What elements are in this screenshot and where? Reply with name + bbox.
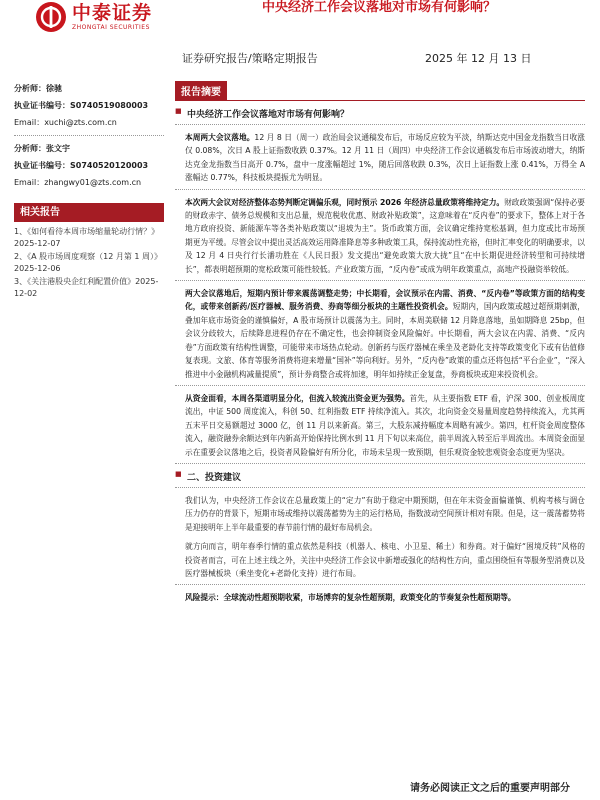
analyst-email[interactable]: Email：zhangwy01@zts.com.cn (14, 178, 142, 187)
related-report-link[interactable]: 1、《如何看待本周市场缩量轮动行情？》2025-12-07 (14, 227, 160, 248)
analyst-name: 分析师：张文宇 (14, 144, 70, 153)
report-date: 2025 年 12 月 13 日 (425, 52, 532, 65)
summary-paragraph: 两大会议落地后，短期内预计带来震荡调整走势；中长期看，会议预示在内需、消费、“反内卷”等政策方面的结构变化，或带来创新药/医疗器械、服务消费、券商等细分板块的主题性投资机会。短期内，国内政策或越过超预期刺激，叠加年底市场资金的谨慎偏好，A 股市场预计以震荡为主。同时，本周美联储 12 月降息落地，虽如期降息 25bp，但会议分歧较大，后续降息进程仍存在不确定性，也会抑制资金风险偏好。中长期看，两大会议在内需、消费、“反内卷”方面政策有结构性调整，可能带来市场热点轮动。创新药与医疗器械在乘坐及老龄化支持等政策变化下或有估值修复表现。文旅、体育等服务消费将迎来增量“国补”等向利好。另外，“反内卷”政策的重点还将包括“平台企业”，“深入推进中小金融机构减量提质”，预计券商整合或将加速，明年如持续正金复盘，券商板块或迎来投资机会。 (185, 289, 585, 379)
divider (175, 463, 585, 464)
related-reports-heading: 相关报告 (14, 203, 164, 222)
logo-chinese-name: 中泰证券 (72, 2, 153, 24)
disclaimer-footer: 请务必阅读正文之后的重要声明部分 (410, 783, 570, 794)
summary-paragraph: 本次两大会议对经济整体态势判断定调偏乐观，同时预示 2026 年经济总量政策将维持定力。财政政策强调“保持必要的财政赤字、债务总规模和支出总量，规范税收优惠、财政补贴政策”，这意味着在“反内卷”的要求下，整体上对于各地方政府投资、新能源车等各类补贴政策以“退坡为主”。货币政策方面，会议确定维持宽松基调，但力度或比市场预期更为平缓。尽管会议中提出灵活高效运用降准降息等多种政策工具，保持流动性充裕，但时汇率变化的明确要求，以及 12 月 4 日央行行长潘功胜在《人民日报》发文提出“避免政策大放大拢”且“在中长期促进经济转型和可持续增长”，都表明超预期的宽松政策可能性较低。产业政策方面，“反内卷”或成为明年政策重点，高地产投融资举较低。 (185, 197, 585, 274)
analyst-email[interactable]: Email：xuchi@zts.com.cn (14, 118, 117, 127)
logo-emblem-icon (36, 2, 66, 32)
summary-question: ■ 中央经济工作会议落地对市场有何影响？ (175, 107, 585, 120)
divider (175, 124, 585, 125)
analyst-card-1 (14, 82, 164, 129)
related-report-link[interactable]: 3、《关注港股央企红利配置价值》2025-12-02 (14, 277, 159, 298)
divider (14, 135, 164, 136)
advice-paragraph: 我们认为，中央经济工作会议在总量政策上的“定力”有助于稳定中期预期，但在年末资金面偏谨慎、机构考核与调仓压力仍存的背景下，短期市场或维持以震荡蓄势为主的运行格局，指数波动空间预计相对有限。但是，这一震荡蓄势将是迎接明年上半年最重要的春节前行情的最好布局机会。 (185, 495, 585, 532)
analyst-name: 分析师：徐驰 (14, 84, 62, 93)
report-title: 中央经济工作会议落地对市场有何影响？ (262, 0, 497, 15)
analyst-cert: 执业证书编号：S0740520120003 (14, 161, 149, 170)
divider (175, 487, 585, 488)
main-content (175, 80, 585, 609)
advice-paragraph: 就方向而言，明年春季行情的重点依然是科技（机器人、核电、小卫星、稀土）和券商。对于偏好“困境反转”风格的投资者而言，可在上述主线之外，关注中央经济工作会议中新增或强化的结构性方向，重点围绕恒有等服务型消费以及医疗器械板块（乘坐变化+老龄化支持）进行布局。 (185, 542, 585, 578)
section-heading-investment-advice: ■ 二、投资建议 (175, 470, 585, 483)
related-reports-list (14, 226, 164, 300)
company-logo (36, 2, 152, 32)
summary-paragraph: 从资金面看，本周各渠道明显分化，但流入较流出资金更为强势。首先，从主要指数 ETF 看，沪深 300、创业板周度流出，中证 500 周度流入，科创 50、红利指数 ETF 持续净流入。其次，北向资金交易量周度趋势持续流入，尤其两五末平日交易额超过 3000 亿，创 11 月以来新高。第三，大股东减持幅度本周略有减少。第四，杠杆资金周度整体流入，融资融券余额达到年内新高开始保持比例水到 11 月下旬以来高位，前半周流入转至后半周流出。本周资金面显示在重要会议落地之后，投资者风险偏好有所分化，市场未呈现一致预期，但乐观资金较悲观资金态度更为坚决。 (185, 393, 585, 457)
summary-tab: 报告摘要 (175, 81, 227, 100)
section-rule (175, 100, 585, 101)
divider (175, 385, 585, 386)
left-sidebar (14, 82, 164, 301)
analyst-cert: 执业证书编号：S0740519080003 (14, 101, 149, 110)
analyst-card-2 (14, 142, 164, 189)
related-report-link[interactable]: 2、《A 股市场周度观察（12 月第 1 周）》2025-12-06 (14, 252, 163, 273)
summary-paragraph: 本周两大会议落地。12 月 8 日（周一）政治局会议通稿发布后，市场反应较为平淡，纳斯达克中国金龙指数当日收涨仅 0.08%，次日 A 股上证指数收跌 0.37%。12 月 11 日（周四）中央经济工作会议通稿发布后市场波动增大，纳斯达克金龙指数当日高开 0.7%，盘中一度涨幅超过 1%，随后回落收跌 0.3%，次日上证指数上涨 0.41%，万得全 A 涨幅达 0.77%，科技板块提振尤为明显。 (185, 133, 585, 183)
risk-warning: 风险提示：全球流动性超预期收紧，市场博弈的复杂性超预期，政策变化的节奏复杂性超预期等。 (185, 593, 516, 603)
report-type: 证券研究报告/策略定期报告 (182, 52, 318, 65)
divider (175, 584, 585, 585)
divider (175, 280, 585, 281)
divider (175, 189, 585, 190)
logo-english-name: ZHONGTAI SECURITIES (72, 24, 150, 31)
